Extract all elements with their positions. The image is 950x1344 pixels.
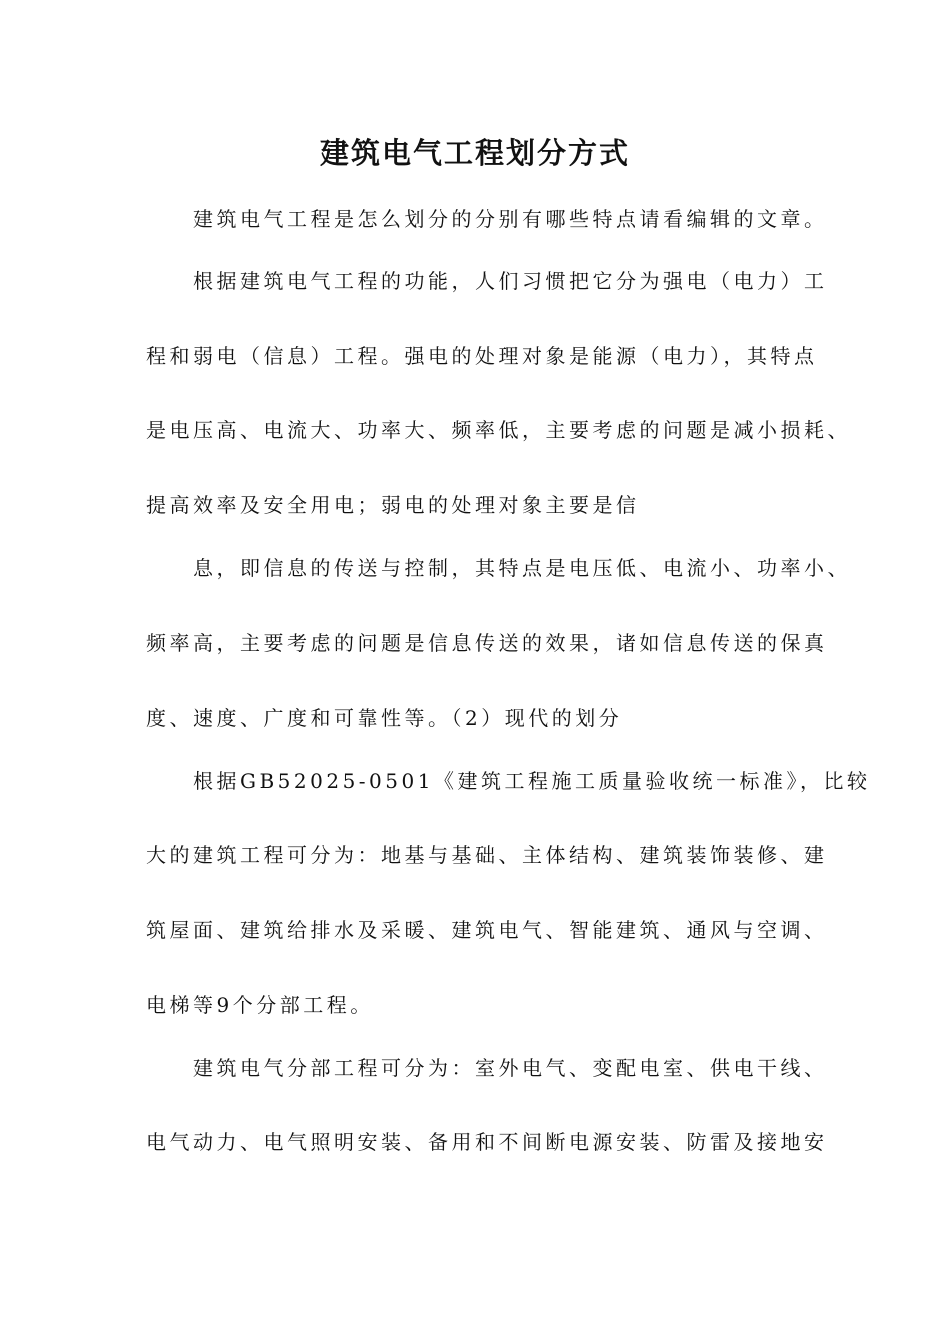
paragraph-line: 根据建筑电气工程的功能，人们习惯把它分为强电（电力）工 [193,269,828,293]
paragraph-line: 度、速度、广度和可靠性等。（2）现代的划分 [146,706,623,730]
paragraph-line: 频率高，主要考虑的问题是信息传送的效果，诸如信息传送的保真 [146,631,828,655]
paragraph-line: 程和弱电（信息）工程。强电的处理对象是能源（电力），其特点 [146,344,818,368]
paragraph-line: 建筑电气分部工程可分为：室外电气、变配电室、供电干线、 [193,1056,828,1080]
paragraph-line: 息，即信息的传送与控制，其特点是电压低、电流小、功率小、 [193,556,851,580]
paragraph-line: 筑屋面、建筑给排水及采暖、建筑电气、智能建筑、通风与空调、 [146,918,828,942]
paragraph-line: 大的建筑工程可分为：地基与基础、主体结构、建筑装饰装修、建 [146,843,828,867]
paragraph-line: 电气动力、电气照明安装、备用和不间断电源安装、防雷及接地安 [146,1130,828,1154]
document-title: 建筑电气工程划分方式 [319,136,630,170]
paragraph-line: 建筑电气工程是怎么划分的分别有哪些特点请看编辑的文章。 [193,207,828,231]
paragraph-line: 根据GB52025-0501《建筑工程施工质量验收统一标准》，比较 [193,769,871,793]
paragraph-line: 电梯等9个分部工程。 [146,993,374,1017]
paragraph-line: 提高效率及安全用电；弱电的处理对象主要是信 [146,493,640,517]
paragraph-line: 是电压高、电流大、功率大、频率低，主要考虑的问题是减小损耗、 [146,418,851,442]
